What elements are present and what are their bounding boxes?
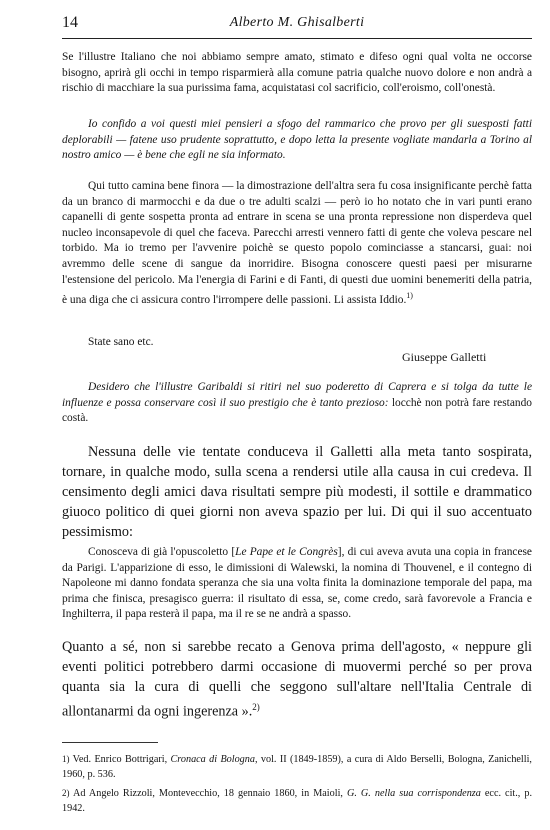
- footnote-2-a: Ad Angelo Rizzoli, Montevecchio, 18 gennaio 1860, in Maioli,: [69, 788, 347, 799]
- body-paragraph-2: [62, 637, 532, 722]
- footnote-2: [62, 786, 532, 816]
- letter-signature: Giuseppe Galletti: [402, 350, 487, 364]
- running-head: Alberto M. Ghisalberti: [229, 15, 365, 30]
- page-number: 14: [62, 14, 78, 31]
- block-quote: [62, 545, 532, 623]
- footnote-ref-2: 2): [252, 702, 260, 712]
- body-paragraph-1: Nessuna delle vie tentate conduceva il Galletti alla meta tanto sospirata, tornare, in qualche modo, sulla scena a rendersi utile alla causa in cui credeva. Il censimento degli amici dava risultati sempre più modesti, il sottile e drammatico giuoco politico di quei giorni non aveva spazio per lui. Di qui il suo accentuato pessimismo:: [62, 444, 532, 540]
- footnote-rule: [62, 742, 158, 743]
- letter-paragraph-1: Se l'illustre Italiano che noi abbiamo sempre amato, stimato e difeso ogni qual volta ne occorse bisogno, aprirà gli occhi in tempo risparmierà alla comune patria qualche nuovo dolore e non andrà a rischio di macchiare la sua purissima fama, acquistatasi col sacrificio, coll'eroismo, coll'onestà.: [62, 51, 532, 95]
- letter-postscript: [62, 380, 532, 427]
- postscript-italic: Desidero che l'illustre Garibaldi si ritiri nel suo poderetto di Caprera e si tolga da tutte le influenze e possa conservare così il suo prestigio che è tanto prezioso:: [62, 381, 532, 409]
- postscript-roman: locchè non potrà fare restando costà.: [62, 396, 532, 425]
- quote-title: Le Pape et le Congrès: [235, 546, 338, 558]
- footnote-1-a: Ved. Enrico Bottrigari,: [69, 754, 171, 765]
- footnote-1-title: Cronaca di Bologna: [170, 754, 255, 765]
- quote-before: Conosceva di già l'opuscoletto [: [88, 546, 236, 558]
- footnote-1-c: , vol. II (1849-1859), a cura di Aldo Berselli, Bologna, Zanichelli, 1960, p. 536.: [62, 754, 532, 780]
- footnote-2-c: ecc. cit., p. 1942.: [62, 788, 533, 814]
- footnote-ref-1: 1): [406, 291, 413, 301]
- letter-paragraph-3-text: Qui tutto camina bene finora — la dimostrazione dell'altra sera fu cosa insignificante perchè fatta da un branco di marmocchi e da due o tre adulti scalzi — però io ho notato che in vari punti erano capanelli di gente sospetta pronta ad entrare in scena se una pronta repressione non disperdeva quel nucleo inconsapevole di quel che faceva. Parecchi arresti vennero fatti di gente che voleva pescare nel torbido. Ma io tremo per l'avvenire poichè se questo popolo cominciasse a stancarsi, guai: noi avremmo delle scene di sangue da inorridire. Bisogna conoscere questi paesi per misurarne l'estensione del pericolo. Ma l'energia di Farini e di Fanti, di questi due uomini benemeriti della patria, è una diga che ci assicura contro l'irrompere delle passioni. Li assista Iddio.: [62, 180, 532, 306]
- quote-after: ], di cui aveva avuta una copia in francese da Parigi. L'apparizione di esso, le dimissioni di Walewski, la nomina di Thouvenel, e il contegno di Napoleone mi danno fondata speranza che sia una volta finita la dominazione temporale del papa, ma prima che finisca, presagisco guerra: il risultato di essa, se, come credo, sarà favorevole a Francia e Inghilterra, il papa resterà il papa, ma il re se ne andrà a spasso.: [62, 546, 532, 621]
- footnote-2-title: G. G. nella sua corrispondenza: [346, 788, 481, 799]
- letter-paragraph-2-text: Io confido a voi questi miei pensieri a sfogo del rammarico che provo per gli suesposti fatti deplorabili — fatene uso prudente soprattutto, e dopo letta la presente vogliate mandarla a Torino al nostro amico — è bene che egli ne sia informato.: [62, 118, 532, 162]
- page-header: [62, 12, 532, 39]
- footnote-1: [62, 752, 532, 782]
- letter-paragraph-3: [62, 179, 532, 309]
- body-paragraph-2-text: Quanto a sé, non si sarebbe recato a Genova prima dell'agosto, « neppure gli eventi politici potrebbero darmi occasione di muovermi perché so per prova quanta sia la cura di quelli che seggono sull'altare nell'Italia Centrale di allontanarmi da ogni ingerenza ».: [62, 639, 532, 720]
- footnote-1-tag: 1): [62, 754, 70, 764]
- letter-paragraph-2: [62, 117, 532, 164]
- footnote-2-tag: 2): [62, 788, 70, 798]
- letter-closing: State sano etc.: [88, 336, 154, 348]
